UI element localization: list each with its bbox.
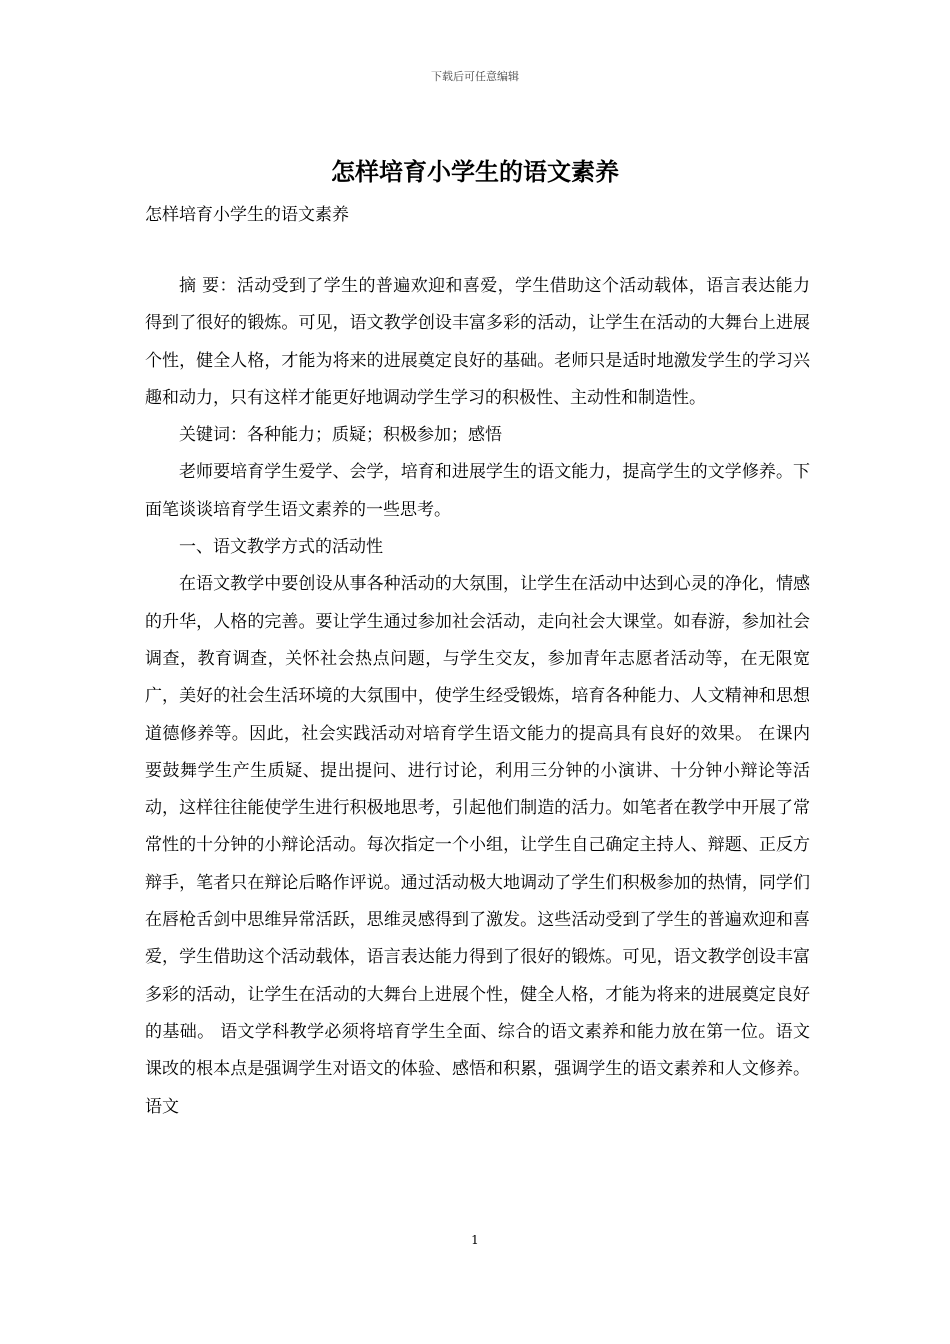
keywords-paragraph: 关键词：各种能力；质疑；积极参加；感悟 [179,425,502,446]
document-body [145,268,810,1126]
intro-paragraph: 老师要培育学生爱学、会学，培育和进展学生的语文能力，提高学生的文学修养。下面笔谈谈培育学生语文素养的一些思考。 [145,462,810,520]
section-heading: 一、语文教学方式的活动性 [179,537,383,558]
abstract-paragraph: 摘 要：活动受到了学生的普遍欢迎和喜爱，学生借助这个活动载体，语言表达能力得到了很好的锻炼。可见，语文教学创设丰富多彩的活动，让学生在活动的大舞台上进展个性，健全人格，才能为将来的进展奠定良好的基础。老师只是适时地激发学生的学习兴趣和动力，只有这样才能更好地调动学生学习的积极性、主动性和制造性。 [145,276,810,408]
document-title: 怎样培育小学生的语文素养 [331,157,619,186]
document-subtitle: 怎样培育小学生的语文素养 [145,205,349,225]
page-number: 1 [471,1233,479,1247]
page-header: 下载后可任意编辑 [431,70,519,83]
body-paragraph: 在语文教学中要创设从事各种活动的大氛围，让学生在活动中达到心灵的净化，情感的升华，人格的完善。要让学生通过参加社会活动，走向社会大课堂。如春游，参加社会调查，教育调查，关怀社会热点问题，与学生交友，参加青年志愿者活动等，在无限宽广，美好的社会生活环境的大氛围中，使学生经受锻炼，培育各种能力、人文精神和思想道德修养等。因此，社会实践活动对培育学生语文能力的提高具有良好的效果。 在课内要鼓舞学生产生质疑、提出提问、进行讨论，利用三分钟的小演讲、十分钟小辩论等活动，这样往往能使学生进行积极地思考，引起他们制造的活力。如笔者在教学中开展了常常性的十分钟的小辩论活动。每次指定一个小组，让学生自己确定主持人、辩题、正反方辩手，笔者只在辩论后略作评说。通过活动极大地调动了学生们积极参加的热情，同学们在唇枪舌剑中思维异常活跃，思维灵感得到了激发。这些活动受到了学生的普遍欢迎和喜爱，学生借助这个活动载体，语言表达能力得到了很好的锻炼。可见，语文教学创设丰富多彩的活动，让学生在活动的大舞台上进展个性，健全人格，才能为将来的进展奠定良好的基础。 语文学科教学必须将培育学生全面、综合的语文素养和能力放在第一位。语文课改的根本点是强调学生对语文的体验、感悟和积累，强调学生的语文素养和人文修养。语文 [145,574,810,1117]
